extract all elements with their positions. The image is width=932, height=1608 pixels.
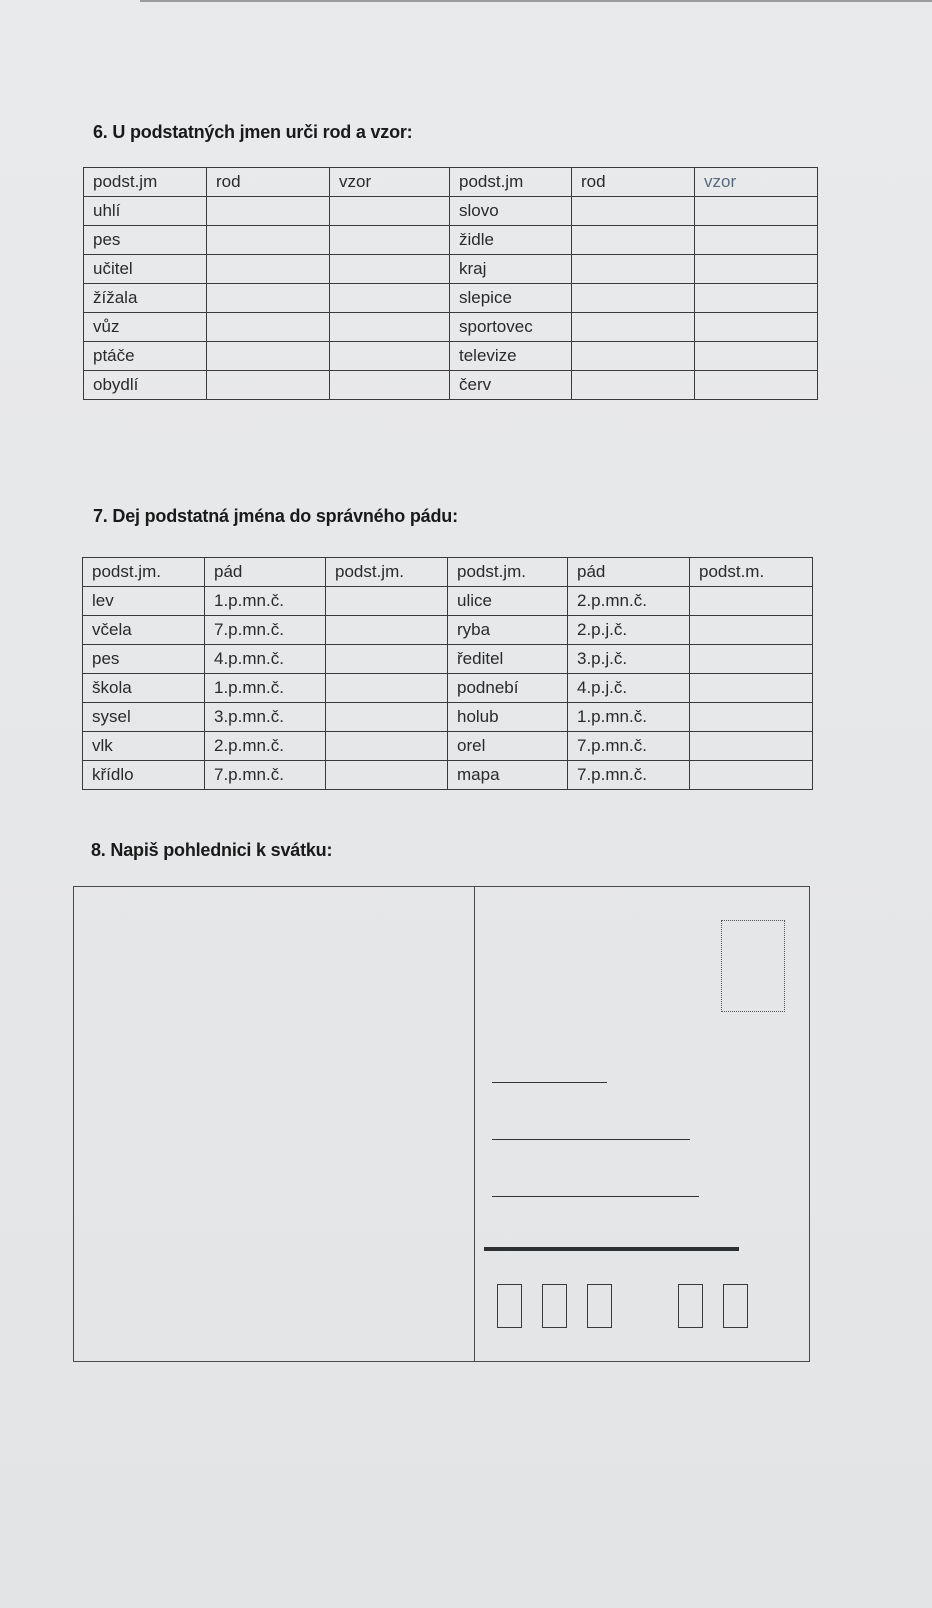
table-row [83, 616, 813, 645]
table-row [83, 674, 813, 703]
table-row [84, 313, 818, 342]
address-line[interactable] [492, 1139, 690, 1140]
case-cell: 7.p.mn.č. [205, 761, 326, 790]
pattern-answer-cell[interactable] [695, 313, 818, 342]
address-line-bold[interactable] [484, 1247, 739, 1251]
noun-cell: ředitel [448, 645, 568, 674]
header-cell: podst.jm. [448, 558, 568, 587]
answer-cell[interactable] [690, 674, 813, 703]
table-row [83, 761, 813, 790]
answer-cell[interactable] [690, 587, 813, 616]
section-7-title: 7. Dej podstatná jména do správného pádu: [93, 506, 458, 526]
postcard-message-area[interactable] [74, 887, 474, 1361]
answer-cell[interactable] [326, 732, 448, 761]
table-row [84, 284, 818, 313]
noun-cell: žížala [84, 284, 207, 313]
case-cell: 7.p.mn.č. [205, 616, 326, 645]
table-header-row [83, 558, 813, 587]
header-cell: podst.jm. [326, 558, 448, 587]
answer-cell[interactable] [326, 703, 448, 732]
gender-answer-cell[interactable] [572, 284, 695, 313]
table-row [83, 732, 813, 761]
gender-answer-cell[interactable] [572, 226, 695, 255]
answer-cell[interactable] [326, 587, 448, 616]
answer-cell[interactable] [690, 645, 813, 674]
noun-cell: červ [450, 371, 572, 400]
section-7-table [82, 557, 813, 790]
table-row [83, 645, 813, 674]
pattern-answer-cell[interactable] [695, 197, 818, 226]
pattern-answer-cell[interactable] [330, 313, 450, 342]
table-row [84, 342, 818, 371]
noun-cell: holub [448, 703, 568, 732]
case-cell: 3.p.j.č. [568, 645, 690, 674]
case-cell: 1.p.mn.č. [205, 674, 326, 703]
table-row [84, 197, 818, 226]
table-row [84, 226, 818, 255]
noun-cell: vlk [83, 732, 205, 761]
noun-cell: orel [448, 732, 568, 761]
postal-code-box[interactable] [587, 1284, 612, 1328]
noun-cell: sportovec [450, 313, 572, 342]
noun-cell: pes [84, 226, 207, 255]
postcard-divider [474, 887, 475, 1361]
noun-cell: podnebí [448, 674, 568, 703]
table-row [83, 703, 813, 732]
section-6-title: 6. U podstatných jmen urči rod a vzor: [93, 122, 413, 142]
gender-answer-cell[interactable] [207, 255, 330, 284]
answer-cell[interactable] [690, 616, 813, 645]
noun-cell: slepice [450, 284, 572, 313]
header-cell: rod [207, 168, 330, 197]
answer-cell[interactable] [690, 703, 813, 732]
header-cell: podst.m. [690, 558, 813, 587]
header-cell: vzor [695, 168, 818, 197]
case-cell: 1.p.mn.č. [205, 587, 326, 616]
gender-answer-cell[interactable] [207, 197, 330, 226]
gender-answer-cell[interactable] [207, 371, 330, 400]
gender-answer-cell[interactable] [572, 197, 695, 226]
section-8-title: 8. Napiš pohlednici k svátku: [91, 840, 333, 860]
noun-cell: křídlo [83, 761, 205, 790]
noun-cell: uhlí [84, 197, 207, 226]
noun-cell: sysel [83, 703, 205, 732]
table-row [84, 255, 818, 284]
pattern-answer-cell[interactable] [330, 226, 450, 255]
pattern-answer-cell[interactable] [695, 371, 818, 400]
postcard-frame [73, 886, 810, 1362]
page-top-edge [140, 0, 932, 2]
noun-cell: televize [450, 342, 572, 371]
pattern-answer-cell[interactable] [330, 255, 450, 284]
table-header-row [84, 168, 818, 197]
answer-cell[interactable] [326, 761, 448, 790]
gender-answer-cell[interactable] [207, 284, 330, 313]
noun-cell: ryba [448, 616, 568, 645]
noun-cell: pes [83, 645, 205, 674]
header-cell: rod [572, 168, 695, 197]
section-6-table [83, 167, 818, 400]
case-cell: 7.p.mn.č. [568, 732, 690, 761]
case-cell: 2.p.mn.č. [568, 587, 690, 616]
noun-cell: ptáče [84, 342, 207, 371]
gender-answer-cell[interactable] [207, 226, 330, 255]
header-cell: podst.jm [450, 168, 572, 197]
pattern-answer-cell[interactable] [330, 342, 450, 371]
gender-answer-cell[interactable] [572, 342, 695, 371]
noun-cell: vůz [84, 313, 207, 342]
pattern-answer-cell[interactable] [695, 342, 818, 371]
pattern-answer-cell[interactable] [330, 284, 450, 313]
table-row [83, 587, 813, 616]
case-cell: 2.p.mn.č. [205, 732, 326, 761]
pattern-answer-cell[interactable] [330, 197, 450, 226]
gender-answer-cell[interactable] [572, 255, 695, 284]
pattern-answer-cell[interactable] [695, 284, 818, 313]
case-cell: 3.p.mn.č. [205, 703, 326, 732]
gender-answer-cell[interactable] [207, 313, 330, 342]
gender-answer-cell[interactable] [207, 342, 330, 371]
noun-cell: ulice [448, 587, 568, 616]
header-cell: podst.jm [84, 168, 207, 197]
answer-cell[interactable] [326, 616, 448, 645]
noun-cell: učitel [84, 255, 207, 284]
answer-cell[interactable] [690, 761, 813, 790]
address-line[interactable] [492, 1082, 607, 1083]
case-cell: 4.p.j.č. [568, 674, 690, 703]
postal-code-box[interactable] [497, 1284, 522, 1328]
noun-cell: včela [83, 616, 205, 645]
gender-answer-cell[interactable] [572, 313, 695, 342]
noun-cell: obydlí [84, 371, 207, 400]
header-cell: pád [205, 558, 326, 587]
noun-cell: slovo [450, 197, 572, 226]
pattern-answer-cell[interactable] [695, 255, 818, 284]
postal-code-box[interactable] [678, 1284, 703, 1328]
postal-code-box[interactable] [723, 1284, 748, 1328]
noun-cell: mapa [448, 761, 568, 790]
postal-code-box[interactable] [542, 1284, 567, 1328]
noun-cell: škola [83, 674, 205, 703]
noun-cell: kraj [450, 255, 572, 284]
header-cell: vzor [330, 168, 450, 197]
header-cell: podst.jm. [83, 558, 205, 587]
pattern-answer-cell[interactable] [695, 226, 818, 255]
case-cell: 7.p.mn.č. [568, 761, 690, 790]
noun-cell: lev [83, 587, 205, 616]
case-cell: 2.p.j.č. [568, 616, 690, 645]
address-line[interactable] [492, 1196, 699, 1197]
gender-answer-cell[interactable] [572, 371, 695, 400]
noun-cell: židle [450, 226, 572, 255]
answer-cell[interactable] [326, 645, 448, 674]
table-row [84, 371, 818, 400]
header-cell: pád [568, 558, 690, 587]
answer-cell[interactable] [326, 674, 448, 703]
answer-cell[interactable] [690, 732, 813, 761]
case-cell: 1.p.mn.č. [568, 703, 690, 732]
pattern-answer-cell[interactable] [330, 371, 450, 400]
case-cell: 4.p.mn.č. [205, 645, 326, 674]
stamp-box [721, 920, 785, 1012]
